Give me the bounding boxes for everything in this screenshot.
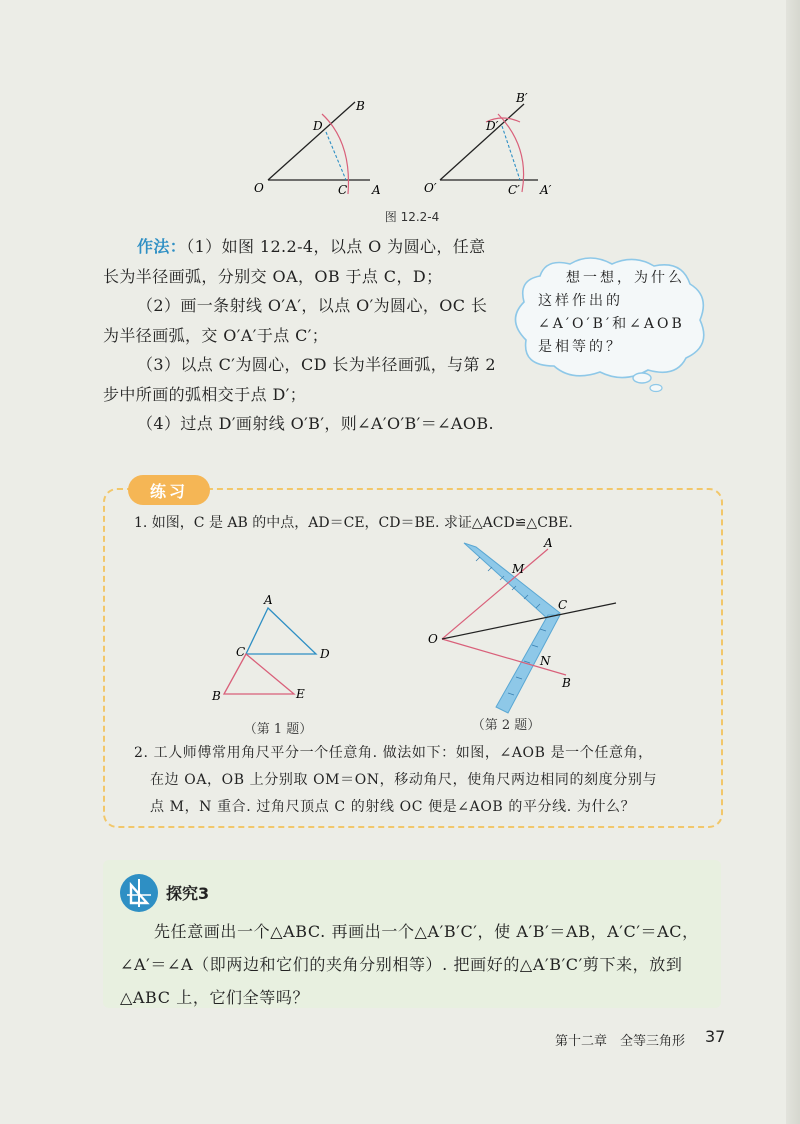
- think-line-3: 是相等的？: [538, 339, 623, 355]
- label-b: B: [356, 99, 365, 113]
- label-d1: D′: [486, 119, 499, 133]
- fig1-label-d: D: [320, 647, 330, 661]
- figure-12-2-4: [240, 92, 570, 202]
- figure-question-2: [420, 535, 640, 725]
- arc-cd: [322, 114, 348, 194]
- fig2-label-o: O: [428, 632, 438, 646]
- explore-title: 探究3: [166, 884, 210, 903]
- page-edge: [786, 0, 800, 1124]
- chapter-title: 第十二章 全等三角形: [555, 1034, 686, 1049]
- label-c: C: [338, 183, 348, 197]
- fig2-label-n: N: [540, 654, 551, 668]
- practice-tab: 练习: [128, 475, 210, 505]
- triangle-acd: [246, 608, 316, 654]
- ray-o1b1: [440, 104, 524, 180]
- think-line-1: 想一想，为什么这样作出的: [538, 270, 685, 309]
- caption-question-2: （第 2 题）: [471, 718, 541, 733]
- method-step-4: （4）过点 D′画射线 O′B′，则∠A′O′B′＝∠AOB.: [137, 414, 495, 433]
- explore-icon: [119, 873, 159, 913]
- label-a: A: [372, 183, 381, 197]
- method-step-3: （3）以点 C′为圆心，CD 长为半径画弧，与第 2 步中所画的弧相交于点 D′；: [103, 355, 496, 404]
- fig1-label-a: A: [264, 593, 273, 607]
- figure-question-1: [200, 590, 360, 710]
- figure-caption: 图 12.2-4: [384, 210, 440, 224]
- q2-line-3: 点 M，N 重合. 过角尺顶点 C 的射线 OC 便是∠AOB 的平分线. 为什么？: [150, 799, 636, 815]
- think-line-2: ∠A′O′B′和∠AOB: [538, 316, 685, 332]
- q2-line-2: 在边 OA，OB 上分别取 OM＝ON，移动角尺，使角尺两边相同的刻度分别与: [150, 772, 658, 788]
- construction-method: [103, 232, 498, 439]
- label-b1: B′: [516, 92, 528, 105]
- explore-paragraph: 先任意画出一个△ABC. 再画出一个△A′B′C′，使 A′B′＝AB，A′C′＝AC，∠A′＝∠A（即两边和它们的夹角分别相等）. 把画好的△A′B′C′剪下来，放到△ABC 上，它们全等吗？: [120, 922, 699, 1007]
- ray-ob: [268, 102, 355, 180]
- fig1-label-b: B: [212, 689, 221, 703]
- page-number: 37: [705, 1027, 726, 1046]
- fig1-label-c: C: [236, 645, 246, 659]
- label-a1: A′: [540, 183, 552, 197]
- method-step-1: [103, 232, 498, 291]
- practice-question-2: [134, 740, 704, 821]
- chord-c1d1: [502, 126, 520, 180]
- practice-question-1: 1. 如图，C 是 AB 的中点，AD＝CE，CD＝BE. 求证△ACD≌△CBE.: [134, 515, 573, 531]
- ray-oc-q2: [442, 603, 616, 639]
- label-c1: C′: [508, 183, 520, 197]
- triangle-cbe: [224, 654, 294, 694]
- method-step-2: （2）画一条射线 O′A′，以点 O′为圆心，OC 长为半径画弧，交 O′A′于点 C′；: [103, 296, 488, 345]
- label-o1: O′: [424, 181, 437, 195]
- label-o: O: [254, 181, 264, 195]
- think-question: [538, 267, 688, 359]
- caption-question-1: （第 1 题）: [243, 722, 313, 737]
- fig2-label-c: C: [558, 598, 568, 612]
- chord-cd: [326, 132, 346, 180]
- fig2-label-b: B: [562, 676, 571, 690]
- method-lead: 作法：: [137, 237, 187, 256]
- explore-text: [120, 915, 716, 1014]
- fig2-label-m: M: [512, 562, 525, 576]
- fig1-label-e: E: [296, 687, 305, 701]
- label-d: D: [313, 119, 323, 133]
- q2-line-1: 2. 工人师傅常用角尺平分一个任意角. 做法如下：如图，∠AOB 是一个任意角，: [134, 745, 653, 761]
- method-step-1-text: （1）如图 12.2-4，以点 O 为圆心，任意长为半径画弧，分别交 OA，OB 于点 C，D；: [103, 237, 486, 286]
- fig2-label-a: A: [544, 536, 553, 550]
